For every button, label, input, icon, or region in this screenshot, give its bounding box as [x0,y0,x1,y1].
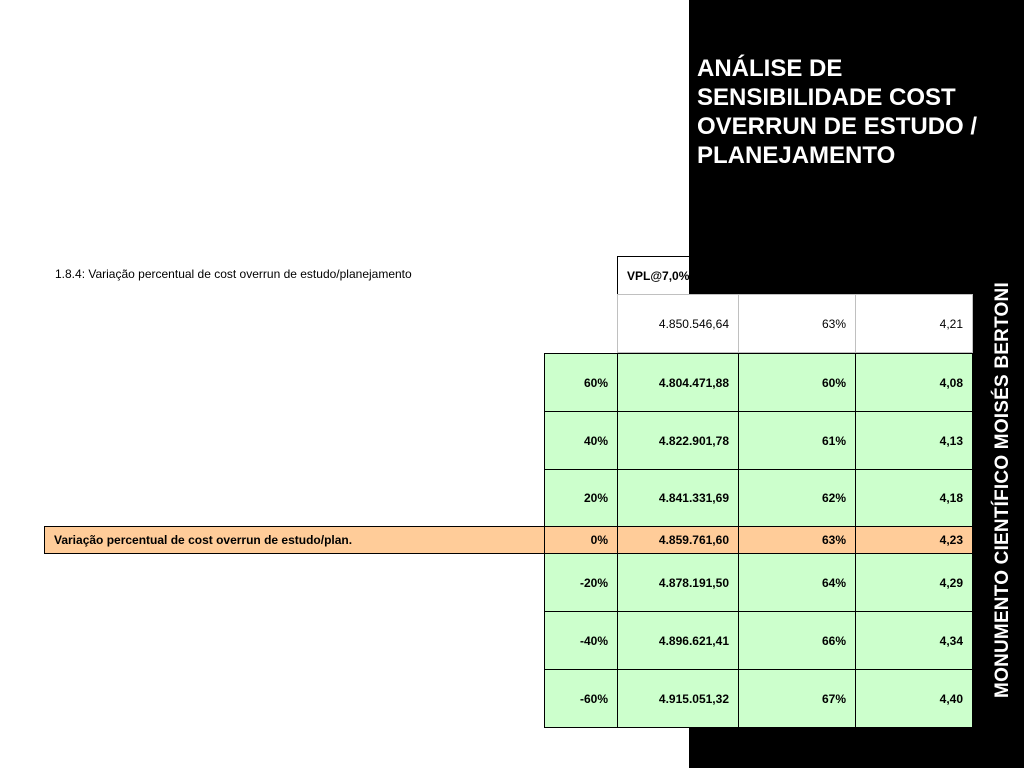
table-caption: 1.8.4: Variação percentual de cost overrun de estudo/planejamento [55,267,412,281]
row-6-tir: 67% [738,669,856,728]
base-vpl: 4.850.546,64 [617,294,739,353]
row-5-tir: 66% [738,611,856,670]
row-0-tir: 60% [738,353,856,412]
header-vpl: VPL@7,0% [617,256,739,295]
row-2-pct: 20% [544,469,618,527]
vertical-caption: MONUMENTO CIENTÍFICO MOISÉS BERTONI [992,282,1013,698]
row-3-bd: 4,23 [855,526,973,554]
row-3-vpl: 4.859.761,60 [617,526,739,554]
row-4-pct: -20% [544,553,618,612]
row-4-tir: 64% [738,553,856,612]
row-4-vpl: 4.878.191,50 [617,553,739,612]
row-0-vpl: 4.804.471,88 [617,353,739,412]
row-6-vpl: 4.915.051,32 [617,669,739,728]
row-0-pct: 60% [544,353,618,412]
header-relacao-bd: Relação B/D [855,256,973,295]
row-2-tir: 62% [738,469,856,527]
row-5-vpl: 4.896.621,41 [617,611,739,670]
row-1-vpl: 4.822.901,78 [617,411,739,470]
base-tir: 63% [738,294,856,353]
row-1-bd: 4,13 [855,411,973,470]
row-2-vpl: 4.841.331,69 [617,469,739,527]
slide-title: ANÁLISE DE SENSIBILIDADE COST OVERRUN DE ESTUDO / PLANEJAMENTO [697,55,978,169]
row-6-pct: -60% [544,669,618,728]
row-3-pct: 0% [544,526,618,554]
header-tir: TIR [738,256,856,295]
row-5-pct: -40% [544,611,618,670]
row-5-bd: 4,34 [855,611,973,670]
row-1-pct: 40% [544,411,618,470]
row-label: Variação percentual de cost overrun de estudo/plan. [44,526,545,554]
row-6-bd: 4,40 [855,669,973,728]
row-2-bd: 4,18 [855,469,973,527]
row-3-tir: 63% [738,526,856,554]
base-relacao-bd: 4,21 [855,294,973,353]
row-1-tir: 61% [738,411,856,470]
row-0-bd: 4,08 [855,353,973,412]
row-4-bd: 4,29 [855,553,973,612]
